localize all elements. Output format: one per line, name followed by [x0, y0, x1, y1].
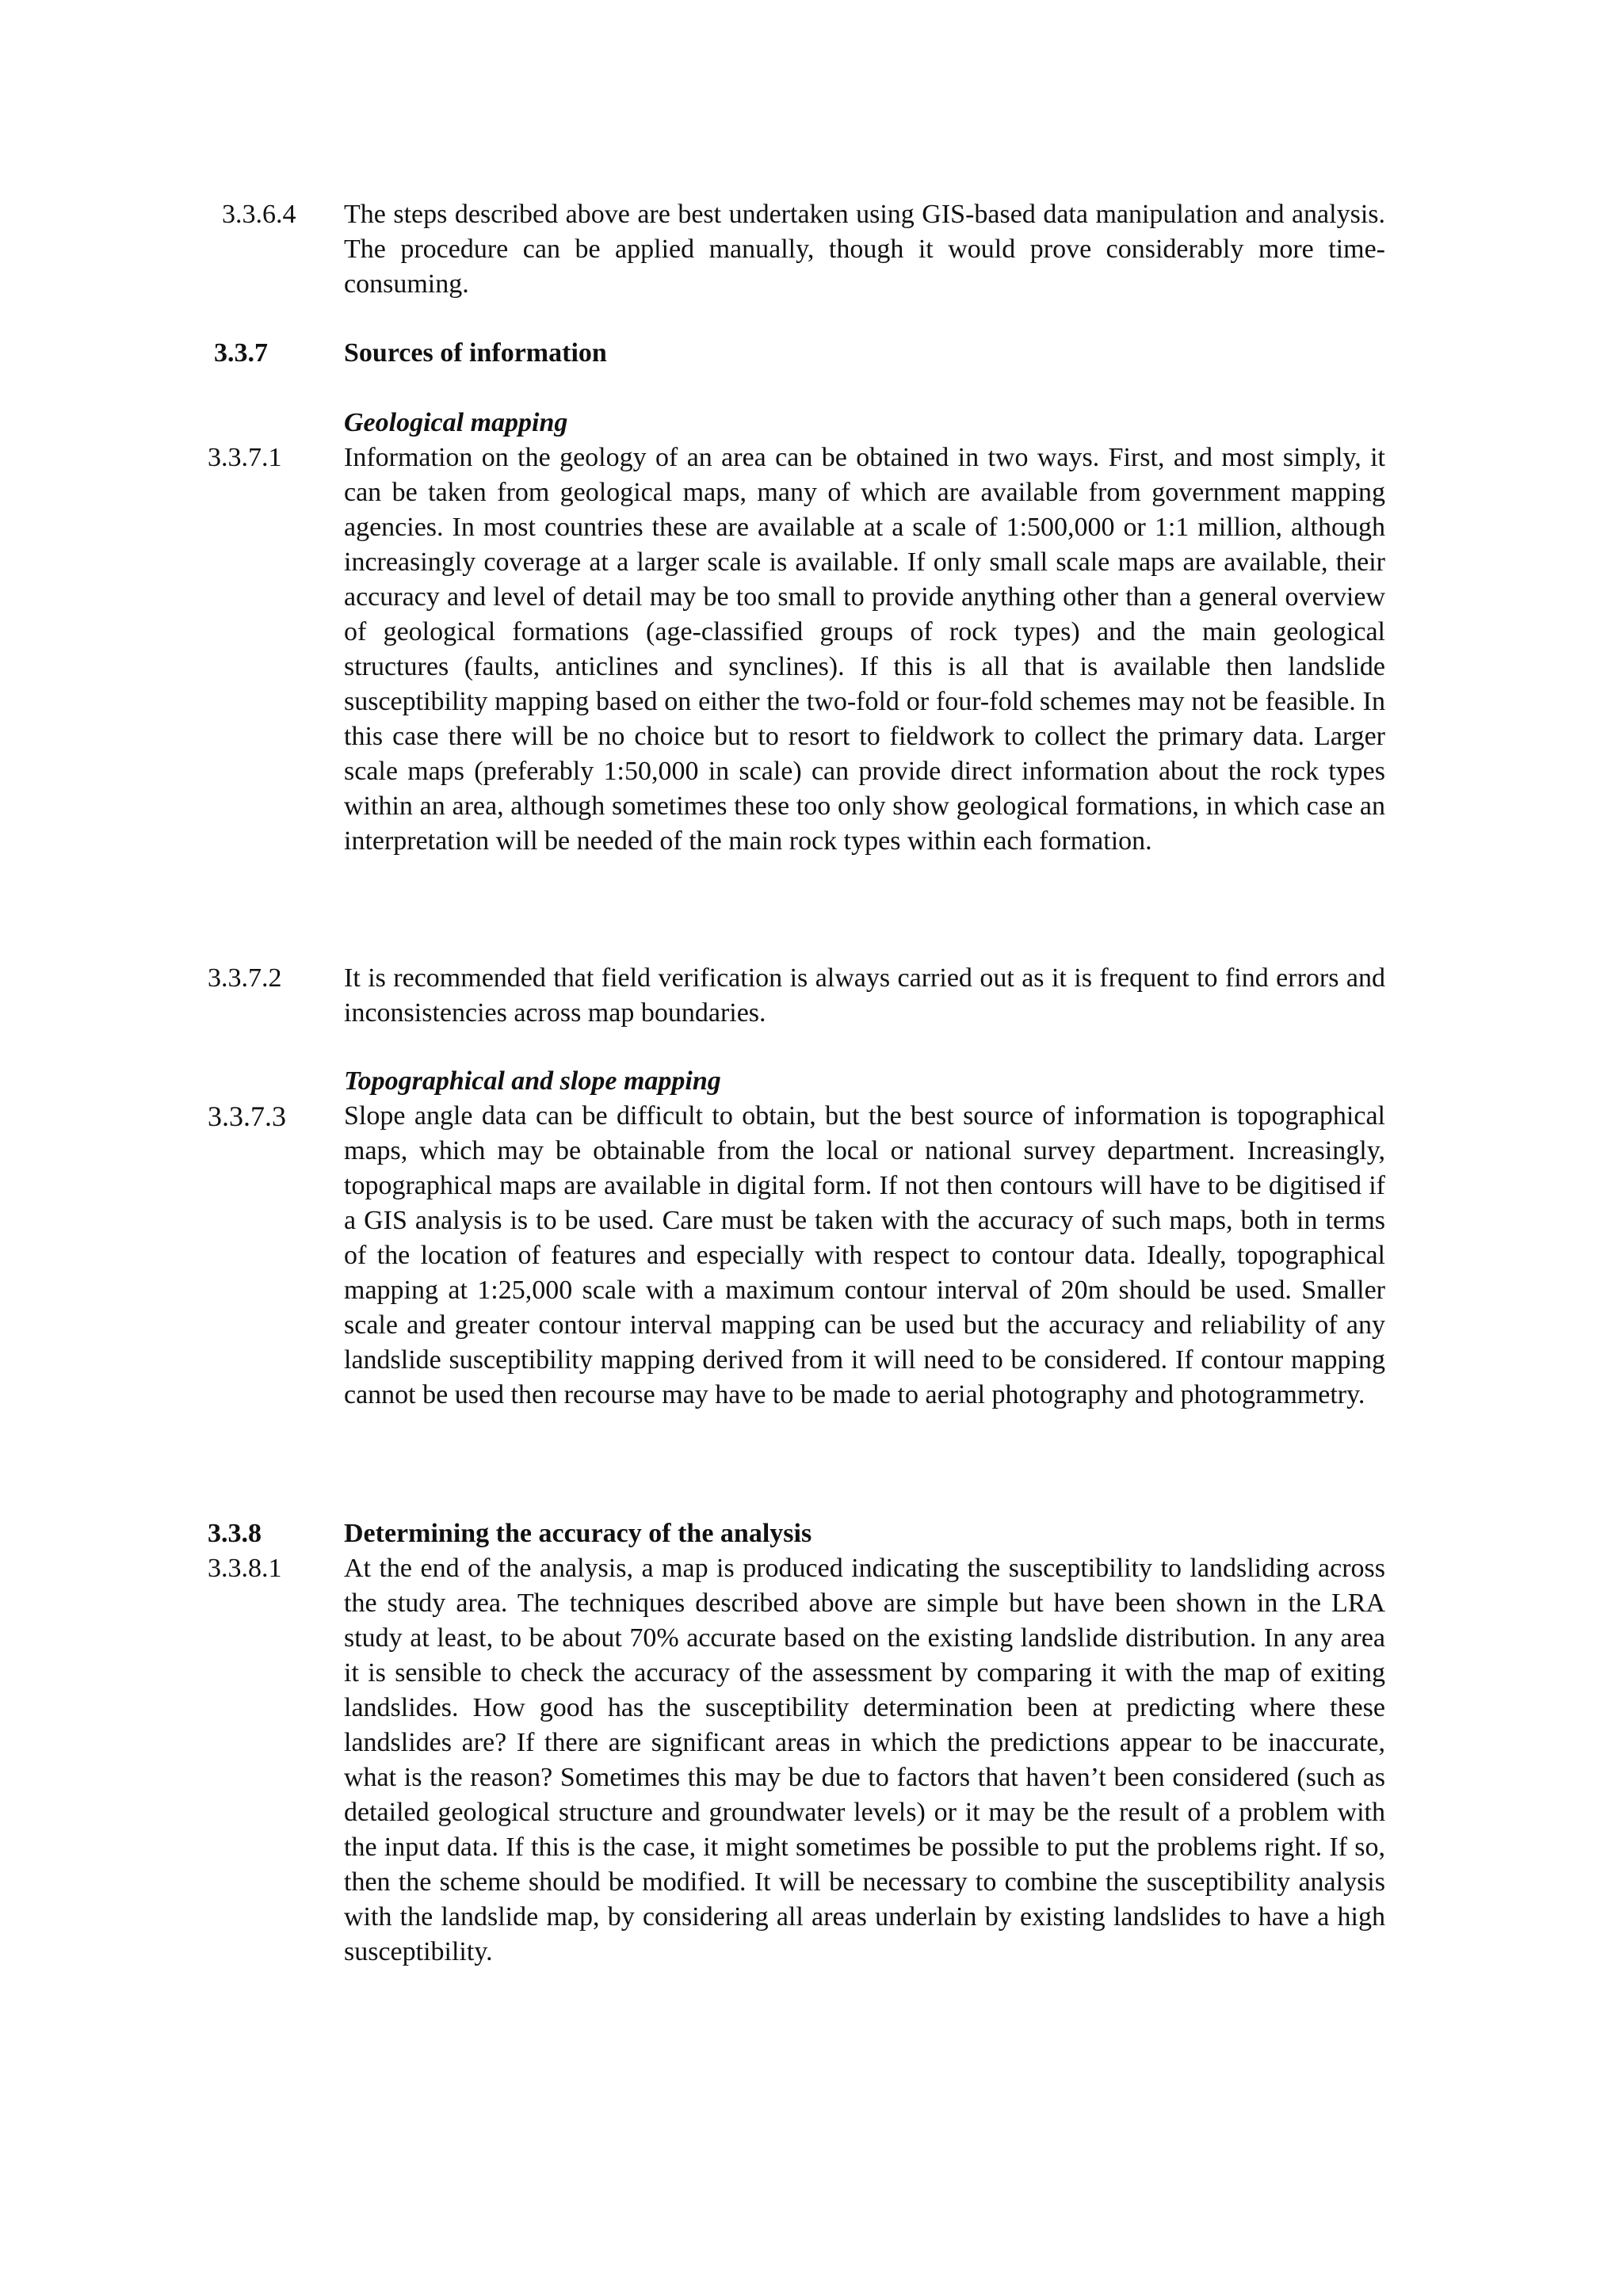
paragraph-3-3-8-1: At the end of the analysis, a map is produced indicating the susceptibility to landsliding across the study area. The techniques described above are simple but have been shown in the LRA study at least, to be about 70% accurate based on the existing landslide distribution. In any area it is sensible to check the accuracy of the assessment by comparing it with the map of exiting landslides. How good has the susceptibility determination been at predicting where these landslides are? If there are significant areas in which the predictions appear to be inaccurate, what is the reason? Sometimes this may be due to factors that haven’t been considered (such as detailed geological structure and groundwater levels) or it may be the result of a problem with the input data. If this is the case, it might sometimes be possible to put the problems right. If so, then the scheme should be modified. It will be necessary to combine the susceptibility analysis with the landslide map, by considering all areas underlain by existing landslides to have a high susceptibility. — [344, 1554, 1385, 1966]
section-number-3-3-8: 3.3.8 — [208, 1519, 262, 1548]
section-title-sources-of-information: Sources of information — [344, 338, 607, 368]
subheading-topographical-and-slope-mapping: Topographical and slope mapping — [344, 1066, 721, 1096]
paragraph-number-3-3-7-2: 3.3.7.2 — [208, 963, 282, 993]
paragraph-number-3-3-8-1: 3.3.8.1 — [208, 1554, 282, 1583]
paragraph-3-3-7-2: It is recommended that field verification is always carried out as it is frequent to find errors and inconsistencies across map boundaries. — [344, 963, 1385, 1028]
paragraph-number-3-3-6-4: 3.3.6.4 — [222, 200, 296, 229]
paragraph-number-3-3-7-1: 3.3.7.1 — [208, 443, 282, 472]
paragraph-3-3-7-1: Information on the geology of an area can be obtained in two ways. First, and most simply, it can be taken from geological maps, many of which are available from government mapping agencies. In most countries these are available at a scale of 1:500,000 or 1:1 million, although increasingly coverage at a larger scale is available. If only small scale maps are available, their accuracy and level of detail may be too small to provide anything other than a general overview of geological formations (age-classified groups of rock types) and the main geological structures (faults, anticlines and synclines). If this is all that is available then landslide susceptibility mapping based on either the two-fold or four-fold schemes may not be feasible. In this case there will be no choice but to resort to fieldwork to collect the primary data. Larger scale maps (preferably 1:50,000 in scale) can provide direct information about the rock types within an area, although sometimes these too only show geological formations, in which case an interpretation will be needed of the main rock types within each formation. — [344, 443, 1385, 856]
section-number-3-3-7: 3.3.7 — [214, 338, 268, 368]
paragraph-number-3-3-7-3: 3.3.7.3 — [208, 1100, 286, 1132]
paragraph-3-3-7-3: Slope angle data can be difficult to obtain, but the best source of information is topographical maps, which may be obtainable from the local or national survey department. Increasingly, topographical maps are available in digital form. If not then contours will have to be digitised if a GIS analysis is to be used. Care must be taken with the accuracy of such maps, both in terms of the location of features and especially with respect to contour data. Ideally, topographical mapping at 1:25,000 scale with a maximum contour interval of 20m should be used. Smaller scale and greater contour interval mapping can be used but the accuracy and reliability of any landslide susceptibility mapping derived from it will need to be considered. If contour mapping cannot be used then recourse may have to be made to aerial photography and photogrammetry. — [344, 1101, 1385, 1409]
subheading-geological-mapping: Geological mapping — [344, 408, 568, 437]
paragraph-3-3-6-4: The steps described above are best undertaken using GIS-based data manipulation and analysis. The procedure can be applied manually, though it would prove considerably more time-consuming. — [344, 200, 1385, 299]
section-title-determining-accuracy: Determining the accuracy of the analysis — [344, 1519, 812, 1548]
